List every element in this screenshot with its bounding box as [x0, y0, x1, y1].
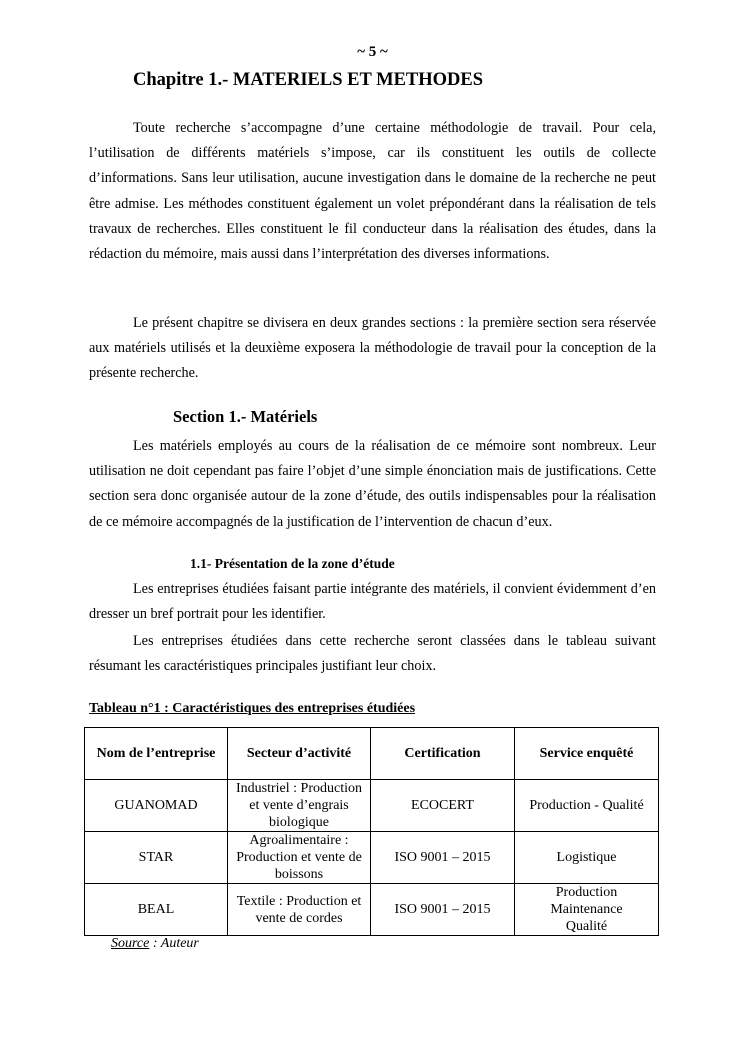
cell-certification: ISO 9001 – 2015	[371, 832, 515, 884]
cell-surveyed-service: Production - Qualité	[515, 780, 659, 832]
cell-company-name: GUANOMAD	[85, 780, 228, 832]
page-number: ~ 5 ~	[357, 44, 388, 60]
table-row	[85, 780, 659, 832]
cell-activity-sector: Industriel : Production et vente d’engrais biologique	[228, 780, 371, 832]
cell-company-name: BEAL	[85, 884, 228, 936]
header-activity-sector: Secteur d’activité	[228, 728, 371, 780]
companies-table	[84, 727, 659, 936]
table-row	[85, 884, 659, 936]
chapter-title: Chapitre 1.- MATERIELS ET METHODES	[133, 70, 484, 90]
cell-surveyed-service: Logistique	[515, 832, 659, 884]
intro-paragraph-1: Toute recherche s’accompagne d’une certaine méthodologie de travail. Pour cela, l’utilisation de différents matériels s’impose, car ils constituent les outils de collecte d’informations. Sans leur utilisation, aucune investigation dans le domaine de la recherche ne peut être admise. Les méthodes constituent également un volet prépondérant dans la réalisation de tels travaux de recherches. Elles constituent le fil conducteur dans la réalisation des études, dans la rédaction du mémoire, mais aussi dans l’interprétation des diverses informations.	[89, 120, 656, 263]
header-surveyed-service: Service enquêté	[515, 728, 659, 780]
cell-certification: ISO 9001 – 2015	[371, 884, 515, 936]
cell-certification: ECOCERT	[371, 780, 515, 832]
cell-company-name: STAR	[85, 832, 228, 884]
table-row	[85, 832, 659, 884]
section-title: Section 1.- Matériels	[173, 407, 318, 426]
subsection-paragraph-2: Les entreprises étudiées dans cette recherche seront classées dans le tableau suivant résumant les caractéristiques principales justifiant leur choix.	[89, 633, 656, 675]
intro-paragraph-2: Le présent chapitre se divisera en deux grandes sections : la première section sera réservée aux matériels utilisés et la deuxième exposera la méthodologie de travail pour la conception de la présente recherche.	[89, 315, 656, 382]
subsection-title: 1.1- Présentation de la zone d’étude	[190, 556, 395, 571]
subsection-paragraph-1: Les entreprises étudiées faisant partie intégrante des matériels, il convient évidemment d’en dresser un bref portrait pour les identifier.	[89, 581, 656, 623]
cell-surveyed-service: Production Maintenance Qualité	[515, 884, 659, 936]
cell-activity-sector: Agroalimentaire : Production et vente de boissons	[228, 832, 371, 884]
table-header-row	[85, 728, 659, 780]
cell-activity-sector: Textile : Production et vente de cordes	[228, 884, 371, 936]
table-caption: Tableau n°1 : Caractéristiques des entreprises étudiées	[89, 701, 416, 716]
section-paragraph: Les matériels employés au cours de la réalisation de ce mémoire sont nombreux. Leur utilisation ne doit cependant pas faire l’objet d’une simple énonciation mais de justifications. Cette section sera donc organisée autour de la zone d’étude, des outils indispensables pour la réalisation de ce mémoire accompagnés de la justification de l’intervention de chacun d’eux.	[89, 438, 656, 530]
table-source	[111, 936, 199, 952]
source-label: Source	[111, 936, 150, 951]
source-text: : Auteur	[149, 936, 199, 951]
header-certification: Certification	[371, 728, 515, 780]
header-company-name: Nom de l’entreprise	[85, 728, 228, 780]
